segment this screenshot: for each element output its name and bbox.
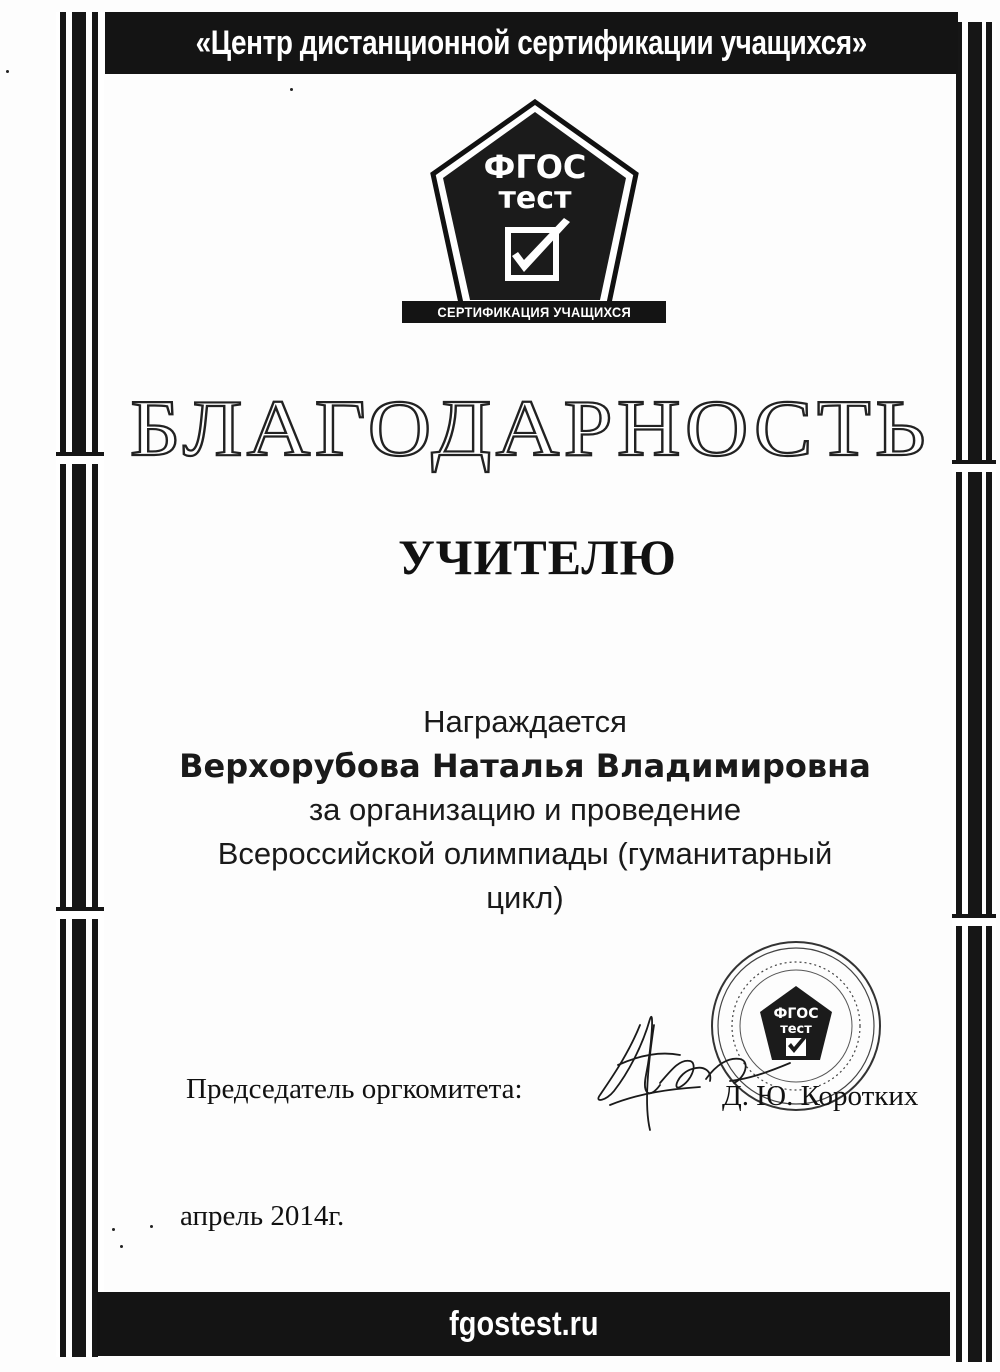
- issue-date: апрель 2014г.: [180, 1200, 345, 1232]
- awardee-name: Верхорубова Наталья Владимировна: [179, 747, 871, 785]
- svg-text:БЛАГОДАРНОСТЬ: БЛАГОДАРНОСТЬ: [130, 385, 930, 473]
- scan-speck: [290, 88, 293, 91]
- award-reason-line1: за организацию и проведение: [308, 792, 742, 827]
- headline: [120, 385, 940, 475]
- award-reason-line2: Всероссийской олимпиады (гуманитарный: [217, 836, 833, 871]
- award-text: [150, 700, 900, 920]
- seal-line1: ФГОС: [773, 1006, 819, 1022]
- logo-line1: ФГОС: [483, 148, 587, 186]
- seal-line2: тест: [780, 1022, 812, 1037]
- award-reason-line3: цикл): [486, 880, 564, 915]
- scan-speck: [112, 1228, 115, 1231]
- fgos-test-logo-icon: [400, 96, 670, 326]
- right-border: [952, 22, 996, 1362]
- logo-caption: СЕРТИФИКАЦИЯ УЧАЩИХСЯ: [402, 301, 666, 323]
- scan-speck: [120, 1245, 123, 1248]
- scan-speck: [6, 70, 9, 73]
- organization-name: «Центр дистанционной сертификации учащихся»: [195, 23, 868, 62]
- organization-banner: [105, 12, 958, 74]
- left-border: [56, 12, 104, 1357]
- awarded-label: Награждается: [423, 704, 627, 739]
- website-banner: [97, 1292, 950, 1356]
- scan-speck: [150, 1225, 153, 1228]
- logo-line2: тест: [498, 181, 572, 216]
- website-url: fgostest.ru: [448, 1304, 599, 1343]
- chair-role-label: Председатель оргкомитета:: [186, 1073, 523, 1105]
- chair-name: Д. Ю. Коротких: [722, 1080, 919, 1112]
- recipient-title: УЧИТЕЛЮ: [398, 529, 677, 585]
